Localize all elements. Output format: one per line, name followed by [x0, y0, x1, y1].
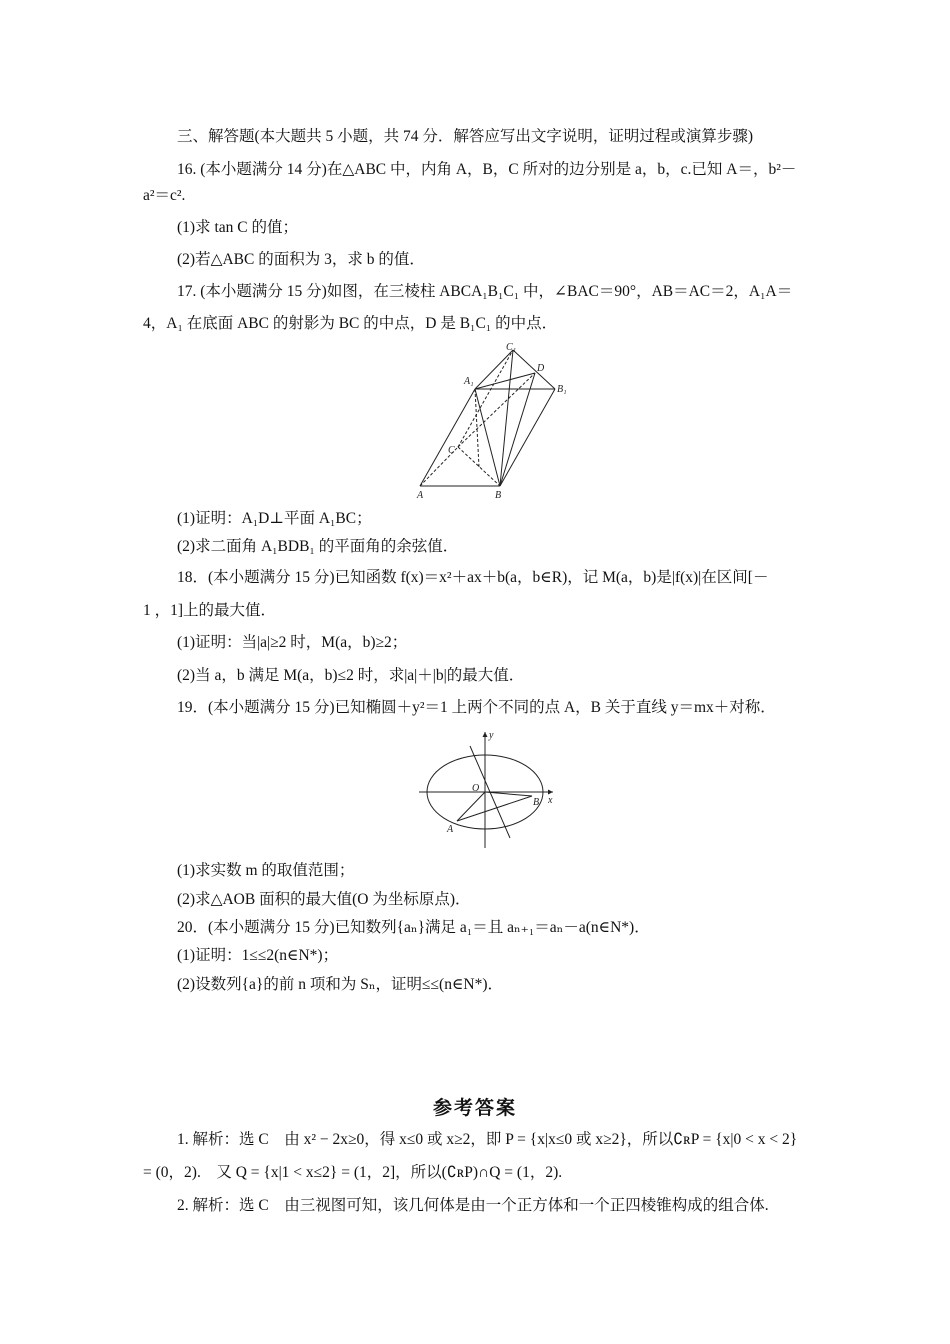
q16-stem-cont: a²＝c².: [143, 187, 186, 204]
q20-stem: 20．(本小题满分 15 分)已知数列{aₙ}满足 a₁＝且 aₙ₊₁＝aₙ－a(n∈N*)．: [177, 919, 650, 936]
q18-part2: (2)当 a，b 满足 M(a，b)≤2 时，求|a|＋|b|的最大值．: [177, 667, 525, 684]
answer-1-cont: = (0，2). 又 Q = {x|1 < x≤2} = (1，2]，所以(∁ʀP)∩Q = (1，2).: [143, 1164, 563, 1181]
label-a: A: [417, 490, 424, 501]
label-b1: B₁: [557, 384, 567, 395]
label-o: O: [472, 783, 480, 794]
q18-stem: 18．(本小题满分 15 分)已知函数 f(x)＝x²＋ax＋b(a，b∈R)，记 M(a，b)是|f(x)|在区间[－: [177, 569, 769, 586]
axis-label-x: x: [548, 795, 553, 806]
q17-stem: 17. (本小题满分 15 分)如图，在三棱柱 ABCA₁B₁C₁ 中，∠BAC＝90°，AB＝AC＝2，A₁A＝: [177, 283, 793, 300]
q20-part2: (2)设数列{a}的前 n 项和为 Sₙ，证明≤≤(n∈N*)．: [177, 976, 504, 993]
label-c1: C₁: [506, 342, 517, 353]
label-a: A: [447, 824, 454, 835]
label-d: D: [537, 363, 545, 374]
answer-2: 2. 解析：选 C 由三视图可知，该几何体是由一个正方体和一个正四棱锥构成的组合体.: [177, 1197, 769, 1214]
q16-part1: (1)求 tan C 的值；: [177, 219, 298, 236]
label-a1: A₁: [464, 376, 474, 387]
q18-stem-cont: 1 ，1]上的最大值．: [143, 602, 277, 619]
label-c: C: [448, 445, 455, 456]
axis-label-y: y: [489, 730, 494, 741]
q17-part2: (2)求二面角 A₁BDB₁ 的平面角的余弦值．: [177, 538, 459, 555]
q17-part1: (1)证明：A₁D⊥平面 A₁BC；: [177, 510, 372, 527]
section-heading: 三、解答题(本大题共 5 小题，共 74 分．解答应写出文字说明，证明过程或演算步骤): [177, 128, 754, 145]
q20-part1: (1)证明：1≤≤2(n∈N*)；: [177, 947, 339, 964]
q19-part1: (1)求实数 m 的取值范围；: [177, 862, 355, 879]
answers-title: 参考答案: [432, 1098, 517, 1119]
q16-stem: 16. (本小题满分 14 分)在△ABC 中，内角 A，B，C 所对的边分别是 a，b，c.已知 A＝，b²－: [177, 161, 797, 178]
q17-stem-cont: 4，A₁ 在底面 ABC 的射影为 BC 的中点，D 是 B₁C₁ 的中点．: [143, 315, 558, 332]
prism-figure: [410, 340, 580, 502]
q18-part1: (1)证明：当|a|≥2 时，M(a，b)≥2；: [177, 634, 408, 651]
answer-1: 1. 解析：选 C 由 x² − 2x≥0，得 x≤0 或 x≥2，即 P = {x|x≤0 或 x≥2}，所以∁ʀP = {x|0 < x < 2}: [177, 1131, 798, 1148]
label-b: B: [495, 490, 502, 501]
ellipse-figure: [415, 728, 565, 853]
label-b: B: [533, 797, 540, 808]
q19-part2: (2)求△AOB 面积的最大值(O 为坐标原点)．: [177, 891, 471, 908]
q16-part2: (2)若△ABC 的面积为 3，求 b 的值．: [177, 251, 425, 268]
q19-stem: 19．(本小题满分 15 分)已知椭圆＋y²＝1 上两个不同的点 A，B 关于直线 y＝mx＋对称．: [177, 699, 776, 716]
